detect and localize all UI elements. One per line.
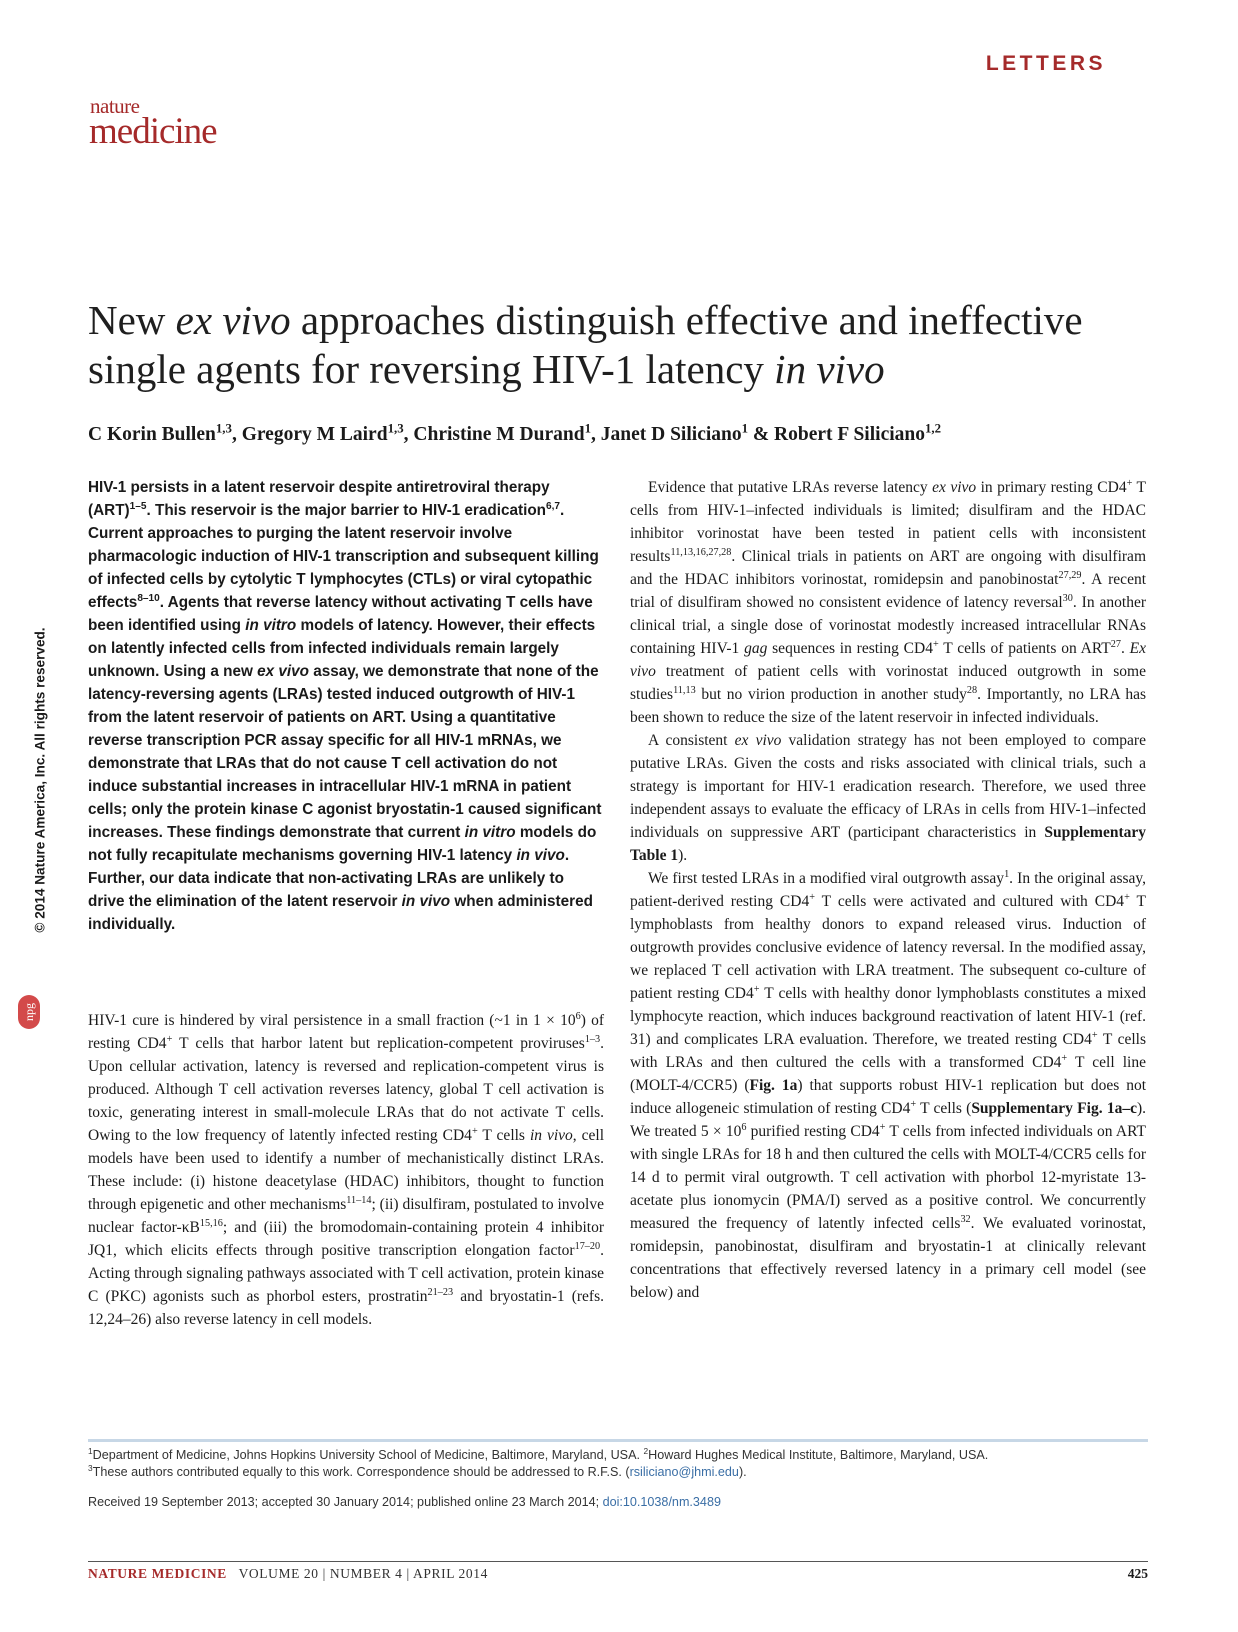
article-title [88, 296, 1168, 394]
copyright-notice [30, 600, 50, 960]
body-paragraph: HIV-1 cure is hindered by viral persistence in a small fraction (~1 in $1 \times 10^6$) of resting CD4+ T cells that harbor latent but replication-competent proviruses$^{1-3}$. Upon cellular activation, latency is reversed and replication-competent virus is produced. Although T cell activation reverses latency, global T cell activation is toxic, generating interest in small-molecule LRAs that do not activate T cells. Owing to the low frequency of latently infected resting CD4+ T cells in vivo, cell models have been used to identify a number of mechanistically distinct LRAs. These include: (i) histone deacetylase (HDAC) inhibitors, thought to function through epigenetic and other mechanisms$^{11-14}$; (ii) disulfiram, postulated to involve nuclear factor-κB$^{15,16}$; and (iii) the bromodomain-containing protein 4 inhibitor JQ1, which elicits effects through positive transcription elongation factor$^{17-20}$. Acting through signaling pathways associated with T cell activation, protein kinase C (PKC) agonists such as phorbol esters, prostratin$^{21-23}$ and bryostatin-1 (refs. 12,24–26) also reverse latency in cell models. [88, 1010, 605, 1328]
doi-link[interactable]: doi:10.1038/nm.3489 [602, 1495, 721, 1509]
journal-logo [89, 96, 217, 150]
logo-medicine: medicine [89, 111, 217, 152]
page-number: 425 [1127, 1566, 1148, 1581]
copyright-text: © 2014 Nature America, Inc. All rights reserved. [32, 627, 48, 933]
author-list [88, 421, 942, 446]
received-dates: Received 19 September 2013; accepted 30 January 2014; published online 23 March 2014; doi:10.1038/nm.3489 [88, 1495, 721, 1509]
author: Christine M Durand$^1$, [413, 421, 601, 445]
email-link[interactable]: rsiliciano@jhmi.edu [629, 1465, 739, 1479]
page-footer [88, 1566, 488, 1582]
footer-divider [88, 1561, 1148, 1562]
footer-journal: NATURE MEDICINE [88, 1566, 227, 1581]
body-left-column [88, 1009, 604, 1331]
body-paragraph: A consistent ex vivo validation strategy has not been employed to compare putative LRAs. Given the costs and risks associated with clinical trials, such a strategy is important for HIV-1 eradication research. Therefore, we used three independent assays to evaluate the efficacy of LRAs in cells from HIV-1–infected individuals on suppressive ART (participant characteristics in Supplementary Table 1). [630, 732, 1146, 864]
author: Gregory M Laird$^{1,3}$, [241, 421, 414, 445]
section-label: LETTERS [985, 52, 1106, 75]
title-italic: in vivo [774, 346, 885, 392]
title-part: New [88, 297, 176, 343]
author: C Korin Bullen$^{1,3}$, [88, 421, 242, 445]
author: Janet D Siliciano$^1$ & [600, 421, 775, 445]
body-right-column [630, 476, 1146, 1304]
npg-text: npg [22, 1003, 36, 1021]
footer-issue: VOLUME 20 | NUMBER 4 | APRIL 2014 [238, 1566, 488, 1581]
author: Robert F Siliciano$^{1,2}$ [774, 421, 942, 445]
title-italic: ex vivo [175, 297, 291, 343]
abstract: HIV-1 persists in a latent reservoir despite antiretroviral therapy (ART)$^{1-5}$. This reservoir is the major barrier to HIV-1 eradication$^{6,7}$. Current approaches to purging the latent reservoir involve pharmacologic induction of HIV-1 transcription and subsequent killing of infected cells by cytolytic T lymphocytes (CTLs) or viral cytopathic effects$^{8-10}$. Agents that reverse latency without activating T cells have been identified using in vitro models of latency. However, their effects on latently infected cells from infected individuals remain largely unknown. Using a new ex vivo assay, we demonstrate that none of the latency-reversing agents (LRAs) tested induced outgrowth of HIV-1 from the latent reservoir of patients on ART. Using a quantitative reverse transcription PCR assay specific for all HIV-1 mRNAs, we demonstrate that LRAs that do not cause T cell activation do not induce substantial increases in intracellular HIV-1 mRNA in patient cells; only the protein kinase C agonist bryostatin-1 caused significant increases. These findings demonstrate that current in vitro models do not fully recapitulate mechanisms governing HIV-1 latency in vivo. Further, our data indicate that non-activating LRAs are unlikely to drive the elimination of the latent reservoir in vivo when administered individually. [88, 479, 602, 933]
npg-logo [18, 995, 40, 1029]
body-paragraph: Evidence that putative LRAs reverse latency ex vivo in primary resting CD4+ T cells from HIV-1–infected individuals is limited; disulfiram and the HDAC inhibitor vorinostat have been tested in patient cells with inconsistent results$^{11,13,16,27,28}$. Clinical trials in patients on ART are ongoing with disulfiram and the HDAC inhibitors vorinostat, romidepsin and panobinostat$^{27,29}$. A recent trial of disulfiram showed no consistent evidence of latency reversal$^{30}$. In another clinical trial, a single dose of vorinostat modestly increased intracellular RNAs containing HIV-1 gag sequences in resting CD4+ T cells of patients on ART$^{27}$. Ex vivo treatment of patient cells with vorinostat induced outgrowth in some studies$^{11,13}$ but no virion production in another study$^{28}$. Importantly, no LRA has been shown to reduce the size of the latent reservoir in infected individuals. [630, 477, 1147, 726]
body-paragraph: We first tested LRAs in a modified viral outgrowth assay$^1$. In the original assay, patient-derived resting CD4+ T cells were activated and cultured with CD4+ T lymphoblasts from healthy donors to expand released virus. Induction of outgrowth provides conclusive evidence of latency reversal. In the modified assay, we replaced T cell activation with LRA treatment. The subsequent co-culture of patient resting CD4+ T cells with healthy donor lymphoblasts constitutes a mixed lymphocyte reaction, which induces background reactivation of latent HIV-1 (ref. 31) and complicates LRA evaluation. Therefore, we treated resting CD4+ T cells with LRAs and then cultured the cells with a transformed CD4+ T cell line (MOLT-4/CCR5) (Fig. 1a) that supports robust HIV-1 replication but does not induce allogeneic stimulation of resting CD4+ T cells (Supplementary Fig. 1a–c). We treated $5 \times 10^6$ purified resting CD4+ T cells from infected individuals on ART with single LRAs for 18 h and then cultured the cells with MOLT-4/CCR5 cells for 14 d to permit viral outgrowth. T cell activation with phorbol 12-myristate 13-acetate plus ionomycin (PMA/I) served as a positive control. We concurrently measured the frequency of latently infected cells$^{32}$. We evaluated vorinostat, romidepsin, panobinostat, disulfiram and bryostatin-1 at clinically relevant concentrations that effectively reversed latency in a primary cell model (see below) and [630, 868, 1147, 1301]
footnote-divider [88, 1439, 1148, 1442]
title-part: approaches distinguish effective and ineffective single agents for reversing HIV-1 latency [88, 297, 1083, 392]
affiliations: $^1$Department of Medicine, Johns Hopkins University School of Medicine, Baltimore, Maryland, USA. $^2$Howard Hughes Medical Institute, Baltimore, Maryland, USA. $^3$These authors contributed equally to this work. Correspondence should be addressed to R.F.S. (rsiliciano@jhmi.edu). [88, 1445, 989, 1479]
logo-nature: nature [90, 94, 140, 118]
